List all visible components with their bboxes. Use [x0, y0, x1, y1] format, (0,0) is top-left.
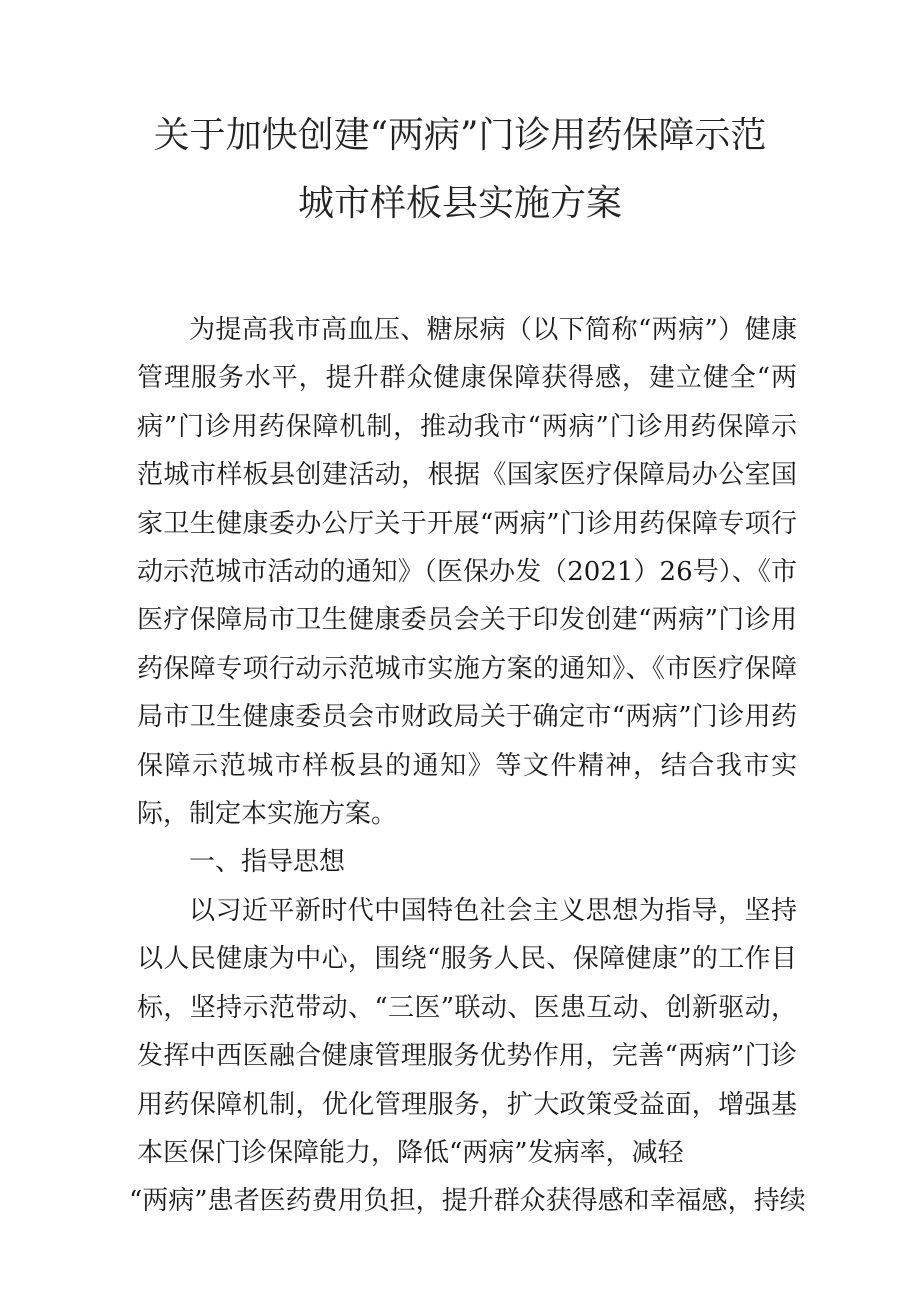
document-title-line-1: 关于加快创建“两病”门诊用药保障示范: [153, 115, 767, 156]
document-title-line-2: 城市样板县实施方案: [297, 183, 622, 224]
intro-paragraph: 为提高我市高血压、糖尿病（以下简称“两病”）健康管理服务水平，提升群众健康保障获得感，建立健全“两病”门诊用药保障机制，推动我市“两病”门诊用药保障示范城市样板县创建活动，根据《国家医疗保障局办公室国家卫生健康委办公厅关于开展“两病”门诊用药保障专项行动示范城市活动的通知》（医保办发（2021）26号）、《市医疗保障局市卫生健康委员会关于印发创建“两病”门诊用药保障专项行动示范城市实施方案的通知》、《市医疗保障局市卫生健康委员会市财政局关于确定市“两病”门诊用药保障示范城市样板县的通知》等文件精神，结合我市实际，制定本实施方案。: [137, 315, 797, 830]
document-body: [129, 306, 806, 1226]
section-heading-guiding-ideology: 一、指导思想: [189, 847, 346, 878]
guiding-ideology-paragraph: 以习近平新时代中国特色社会主义思想为指导，坚持以人民健康为中心，围绕“服务人民、保障健康”的工作目标，坚持示范带动、“三医”联动、医患互动、创新驱动，发挥中西医融合健康管理服务优势作用，完善“两病”门诊用药保障机制，优化管理服务，扩大政策受益面，增强基本医保门诊保障能力，降低“两病”发病率，减轻: [137, 895, 797, 1168]
continued-paragraph: “两病”患者医药费用负担，提升群众获得感和幸福感，持续: [129, 1186, 806, 1217]
